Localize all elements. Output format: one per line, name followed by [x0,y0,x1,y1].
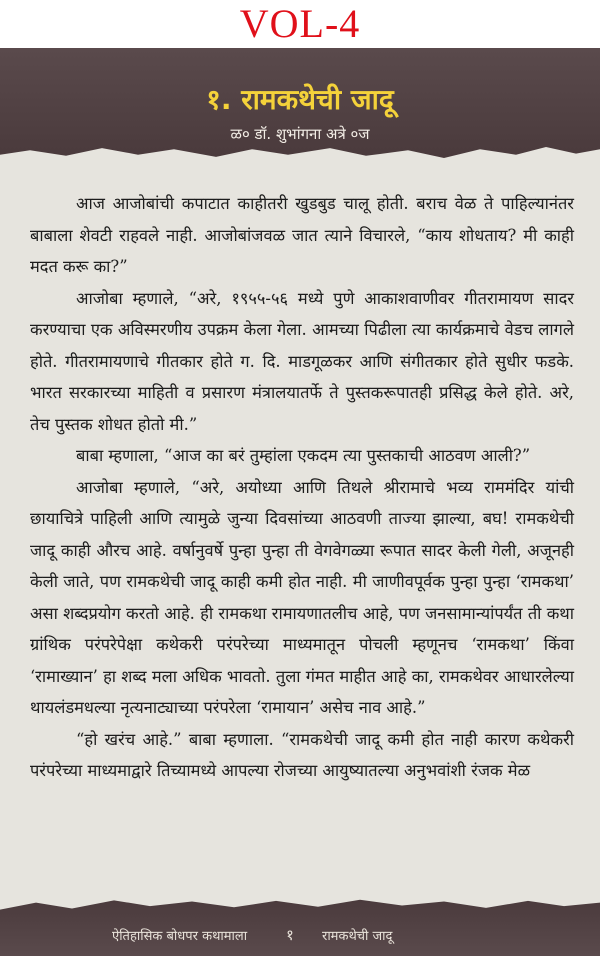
page-number: १ [286,926,294,944]
chapter-title: १. रामकथेची जादू [206,83,394,116]
footer-series-title: ऐतिहासिक बोधपर कथामाला [112,929,248,944]
story-body [30,188,574,787]
footer-chapter-title: रामकथेची जादू [322,929,393,944]
paragraph: बाबा म्हणाला, “आज का बरं तुम्हांला एकदम त्या पुस्तकाची आठवण आली?” [76,446,531,465]
footer-band [0,898,600,956]
paragraph: आजोबा म्हणाले, “अरे, अयोध्या आणि तिथले श्रीरामाचे भव्य राममंदिर यांची छायाचित्रे पाहिली आणि त्यामुळे जुन्या दिवसांच्या आठवणी ताज्या झाल्या, बघ! रामकथेची जादू काही औरच आहे. वर्षानुवर्षे पुन्हा पुन्हा ती वेगवेगळ्या रूपात सादर केली गेली, अजूनही केली जाते, पण रामकथेची जादू काही कमी होत नाही. मी जाणीवपूर्वक पुन्हा पुन्हा ‘रामकथा’ असा शब्दप्रयोग करतो आहे. ही रामकथा रामायणातलीच आहे, पण जनसामान्यांपर्यंत ती कथा ग्रांथिक परंपरेपेक्षा कथेकरी परंपरेच्या माध्यमातून पोचली म्हणूनच ‘रामकथा’ किंवा ‘रामाख्यान’ हा शब्द मला अधिक भावतो. तुला गंमत माहीत आहे का, रामकथेवर आधारलेल्या थायलंडमधल्या नृत्यनाट्याच्या परंपरेला ‘रामायान’ असेच नाव आहे.” [30,477,574,717]
paragraph: आज आजोबांची कपाटात काहीतरी खुडबुड चालू होती. बराच वेळ ते पाहिल्यानंतर बाबाला शेवटी राहवले नाही. आजोबांजवळ जात त्याने विचारले, “काय शोधताय? मी काही मदत करू का?” [30,194,574,276]
paragraph: आजोबा म्हणाले, “अरे, १९५५-५६ मध्ये पुणे आकाशवाणीवर गीतरामायण सादर करण्याचा एक अविस्मरणीय उपक्रम केला गेला. आमच्या पिढीला त्या कार्यक्रमाचे वेडच लागले होते. गीतरामायणाचे गीतकार होते ग. दि. माडगूळकर आणि संगीतकार होते सुधीर फडके. भारत सरकारच्या माहिती व प्रसारण मंत्रालयातर्फे ते पुस्तकरूपातही प्रसिद्ध केले होते. अरे, तेच पुस्तक शोधत होतो मी.” [30,288,574,434]
book-page [0,48,600,956]
paragraph: “हो खरंच आहे.” बाबा म्हणाला. “रामकथेची जादू कमी होत नाही कारण कथेकरी परंपरेच्या माध्यमाद्वारे तिच्यामध्ये आपल्या रोजच्या आयुष्यातल्या अनुभवांशी रंजक मेळ [30,729,574,780]
volume-label: VOL-4 [239,1,361,46]
author-line: ळ० डॉ. शुभांगना अत्रे ०ज [230,125,370,143]
